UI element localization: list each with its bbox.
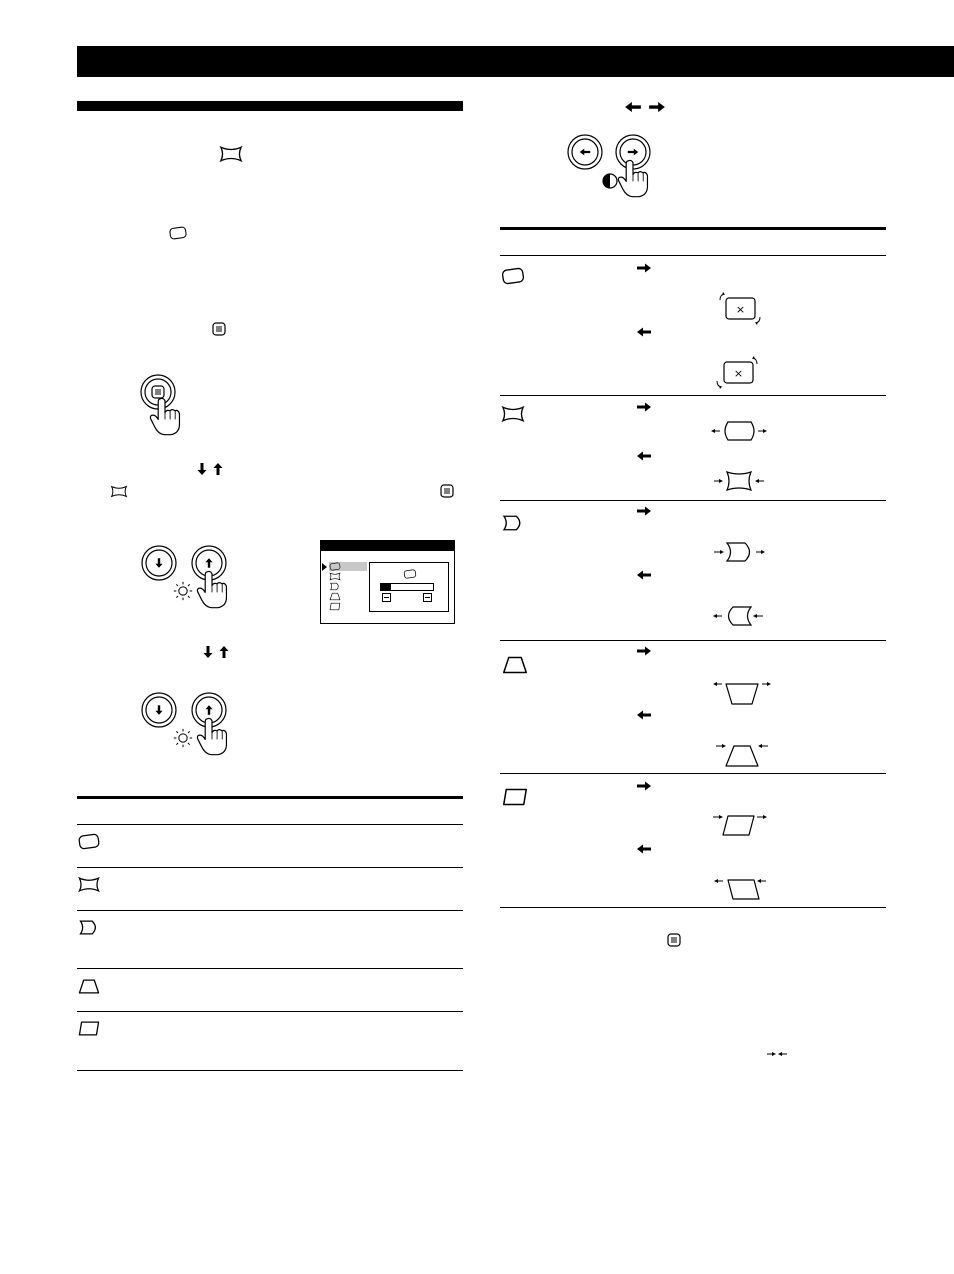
section-heading-rule bbox=[77, 101, 463, 111]
up-down-buttons-illustration bbox=[140, 545, 240, 615]
rotation-icon bbox=[329, 562, 341, 571]
osd-minus-key bbox=[382, 593, 391, 602]
summary-table-rule bbox=[77, 968, 463, 969]
header-band bbox=[77, 46, 954, 77]
adjust-table-rule bbox=[500, 500, 886, 501]
arrow-left-icon bbox=[636, 451, 652, 461]
osd-pointer-icon bbox=[322, 563, 328, 571]
rotation-icon bbox=[168, 226, 188, 240]
curve-right-diagram bbox=[710, 541, 768, 563]
arrow-down-icon bbox=[197, 462, 207, 476]
curve-left-diagram bbox=[710, 605, 768, 627]
summary-table-bottom-rule bbox=[77, 1070, 463, 1071]
arrow-right-icon bbox=[636, 263, 652, 273]
pincushion-icon bbox=[110, 485, 128, 498]
summary-table-rule bbox=[77, 910, 463, 911]
arrow-left-icon bbox=[624, 101, 642, 113]
arrow-up-icon bbox=[219, 645, 229, 659]
svg-text:×: × bbox=[733, 367, 744, 380]
arrow-left-icon bbox=[636, 570, 652, 580]
osd-sub-panel bbox=[369, 562, 449, 612]
osd-title-bar bbox=[321, 541, 454, 551]
pin-balance-icon bbox=[500, 514, 526, 532]
osd-menu-screen bbox=[320, 540, 455, 624]
up-down-buttons-illustration bbox=[140, 692, 240, 762]
pincushion-icon bbox=[77, 876, 101, 893]
adjust-table-rule bbox=[500, 255, 886, 256]
adjust-table-rule bbox=[500, 773, 886, 774]
pincushion-icon bbox=[218, 145, 244, 163]
trapezoid-icon bbox=[77, 978, 101, 995]
rotate-counterclockwise-diagram bbox=[710, 356, 762, 390]
parallelogram-icon bbox=[500, 787, 530, 807]
sides-contract-diagram bbox=[710, 470, 768, 492]
arrow-right-icon bbox=[636, 781, 652, 791]
reset-icon bbox=[766, 1049, 788, 1059]
summary-table-rule bbox=[77, 1011, 463, 1012]
top-wider-diagram bbox=[712, 678, 772, 706]
lean-left-diagram bbox=[710, 876, 772, 902]
rotation-icon bbox=[77, 833, 101, 850]
parallelogram-icon bbox=[329, 602, 341, 611]
arrow-left-icon bbox=[636, 710, 652, 720]
menu-icon bbox=[667, 933, 681, 947]
sides-expand-diagram bbox=[710, 420, 768, 442]
arrow-right-icon bbox=[636, 646, 652, 656]
arrow-right-icon bbox=[636, 506, 652, 516]
left-right-buttons-illustration bbox=[566, 134, 666, 206]
osd-slider-track bbox=[380, 583, 434, 591]
svg-text:×: × bbox=[735, 303, 746, 316]
arrow-right-icon bbox=[636, 402, 652, 412]
arrow-right-icon bbox=[648, 101, 666, 113]
lean-right-diagram bbox=[710, 812, 772, 838]
osd-plus-key bbox=[423, 593, 432, 602]
pin-balance-icon bbox=[329, 582, 341, 591]
summary-table-rule bbox=[77, 824, 463, 825]
summary-table-rule bbox=[77, 867, 463, 868]
pincushion-icon bbox=[329, 572, 341, 581]
arrow-left-icon bbox=[636, 844, 652, 854]
adjust-table-top-rule bbox=[500, 227, 886, 230]
adjust-table-rule bbox=[500, 640, 886, 641]
trapezoid-icon bbox=[329, 592, 341, 601]
rotate-clockwise-diagram bbox=[715, 292, 767, 326]
rotation-icon bbox=[500, 267, 526, 285]
summary-table-top-rule bbox=[77, 796, 463, 799]
osd-slider-fill bbox=[381, 584, 391, 590]
parallelogram-icon bbox=[77, 1020, 101, 1037]
arrow-down-icon bbox=[203, 645, 213, 659]
adjust-table-bottom-rule bbox=[500, 907, 886, 908]
arrow-up-icon bbox=[213, 462, 223, 476]
top-narrower-diagram bbox=[712, 742, 772, 770]
menu-icon bbox=[440, 484, 454, 498]
menu-icon bbox=[212, 322, 226, 336]
pin-balance-icon bbox=[77, 919, 101, 936]
rotation-icon bbox=[403, 569, 417, 579]
adjust-table-rule bbox=[500, 395, 886, 396]
arrow-left-icon bbox=[636, 327, 652, 337]
pincushion-icon bbox=[500, 405, 526, 423]
trapezoid-icon bbox=[500, 655, 530, 675]
menu-button-illustration bbox=[138, 372, 188, 442]
